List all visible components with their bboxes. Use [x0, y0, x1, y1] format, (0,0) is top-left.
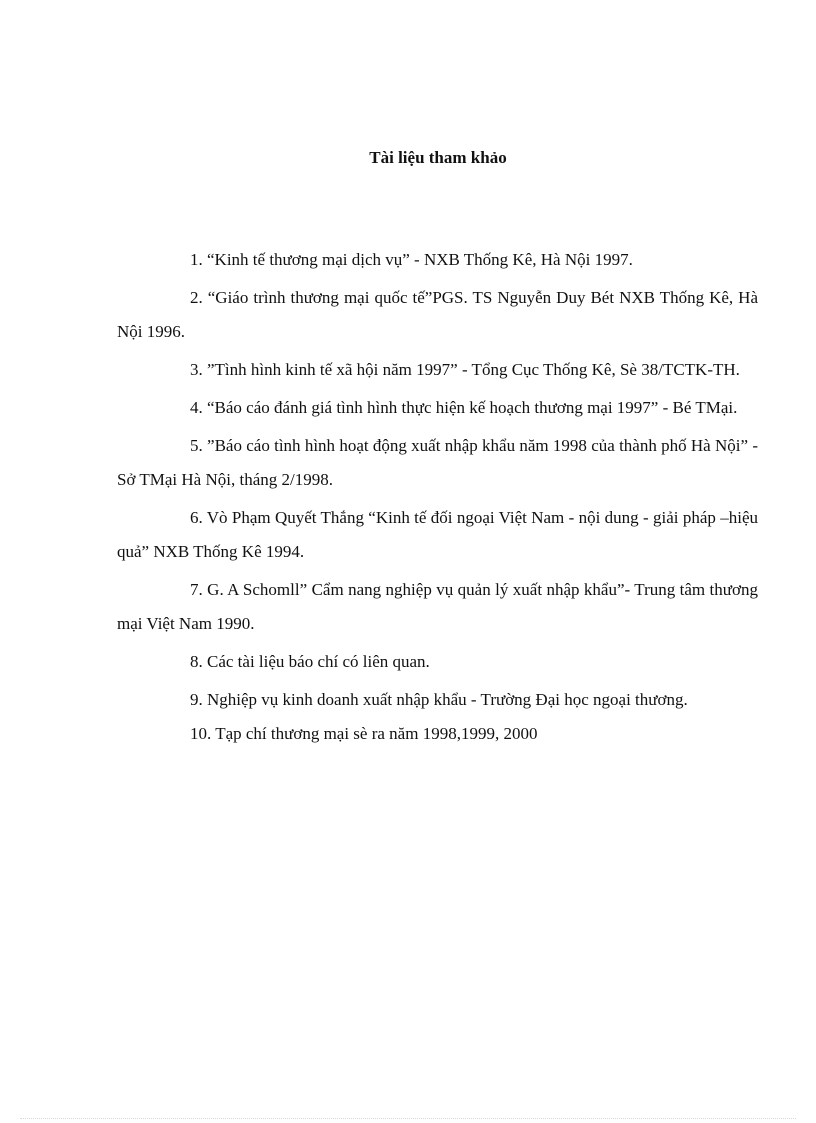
- reference-item-10: 10. Tạp chí thương mại sè ra năm 1998,1999, 2000: [190, 724, 538, 743]
- reference-list: [117, 243, 758, 755]
- reference-item-7: 7. G. A Schomll” Cẩm nang nghiệp vụ quản lý xuất nhập khẩu”- Trung tâm thương mại Việt Nam 1990.: [117, 580, 758, 633]
- reference-item-1: 1. “Kinh tế thương mại dịch vụ” - NXB Thống Kê, Hà Nội 1997.: [190, 250, 633, 269]
- reference-item-8: 8. Các tài liệu báo chí có liên quan.: [190, 652, 430, 671]
- reference-item-6: 6. Vò Phạm Quyết Thắng “Kinh tế đối ngoại Việt Nam - nội dung - giải pháp –hiệu quả” NXB Thống Kê 1994.: [117, 508, 758, 561]
- reference-item-9: 9. Nghiệp vụ kinh doanh xuất nhập khẩu - Trường Đại học ngoại thương.: [190, 690, 688, 709]
- reference-item-3: 3. ”Tình hình kinh tế xã hội năm 1997” - Tổng Cục Thống Kê, Sè 38/TCTK-TH.: [190, 360, 740, 379]
- reference-item-2: 2. “Giáo trình thương mại quốc tế”PGS. TS Nguyễn Duy Bét NXB Thống Kê, Hà Nội 1996.: [117, 288, 758, 341]
- page-bottom-divider: [20, 1118, 796, 1119]
- reference-item-5: 5. ”Báo cáo tình hình hoạt động xuất nhập khẩu năm 1998 của thành phố Hà Nội” - Sở TMại Hà Nội, tháng 2/1998.: [117, 436, 758, 489]
- page-title: Tài liệu tham khảo: [369, 148, 507, 167]
- reference-item-4: 4. “Báo cáo đánh giá tình hình thực hiện kế hoạch thương mại 1997” - Bé TMại.: [190, 398, 738, 417]
